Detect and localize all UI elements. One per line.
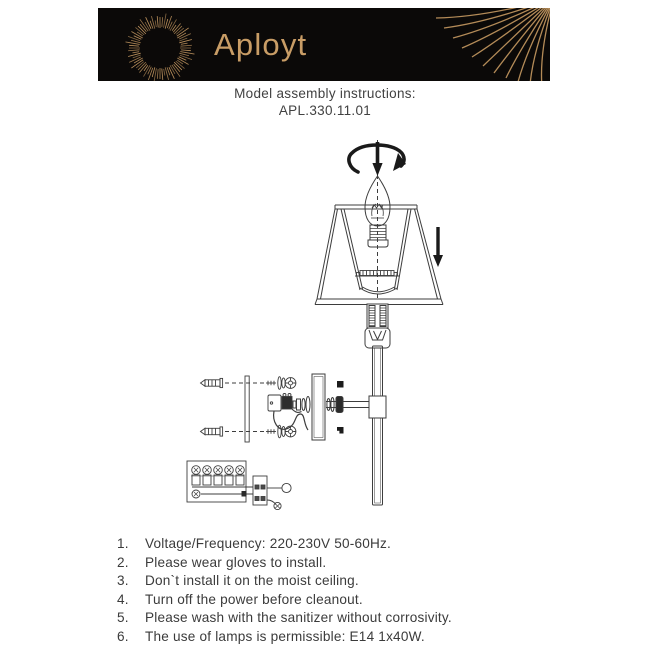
plate-terminal (282, 397, 292, 410)
rotation-arrow (349, 142, 406, 176)
mounting-screw-top (266, 377, 296, 390)
down-arrow (433, 227, 443, 267)
wall-arm (293, 397, 369, 413)
arm-junction-sleeve (369, 396, 386, 418)
item-text: Please wear gloves to install. (145, 554, 327, 570)
bulb-socket (368, 225, 388, 247)
item-number: 4. (117, 591, 129, 607)
model-code: APL.330.11.01 (278, 102, 372, 118)
brand-name: Aployt (214, 27, 308, 62)
mounting-screw-bottom (266, 425, 296, 438)
list-item (117, 609, 587, 628)
list-item (117, 572, 587, 591)
crystal-decoration (365, 304, 390, 348)
list-item (117, 591, 587, 610)
item-text: The use of lamps is permissible: E14 1x40W. (145, 628, 425, 644)
wire-end-loop (282, 483, 291, 492)
terminal-block (187, 461, 291, 510)
wall-anchor-top (201, 378, 223, 387)
item-number: 6. (117, 628, 129, 644)
item-number: 2. (117, 554, 129, 570)
junction-box (268, 394, 308, 431)
wire-connector (253, 476, 267, 505)
item-number: 5. (117, 610, 129, 626)
instruction-list (117, 535, 587, 647)
stem-tube (369, 346, 386, 505)
lampshade (315, 205, 443, 305)
arm-nut (336, 397, 343, 413)
mounting-strip (245, 376, 249, 442)
item-text: Turn off the power before cleanout. (145, 591, 363, 607)
list-item (117, 535, 587, 554)
terminal-screws (192, 466, 245, 485)
item-text: Voltage/Frequency: 220-230V 50-60Hz. (145, 536, 391, 551)
wall-anchor-bottom (201, 427, 223, 436)
item-number: 1. (117, 536, 129, 551)
shade-ring (355, 271, 399, 277)
plate-screw-top (337, 381, 344, 388)
header-title: Model assembly instructions: (234, 86, 416, 101)
item-text: Please wash with the sanitizer without corrosivity. (145, 610, 452, 626)
item-text: Don`t install it on the moist ceiling. (145, 573, 359, 589)
list-item (117, 628, 587, 647)
item-number: 3. (117, 573, 129, 589)
list-item (117, 554, 587, 573)
